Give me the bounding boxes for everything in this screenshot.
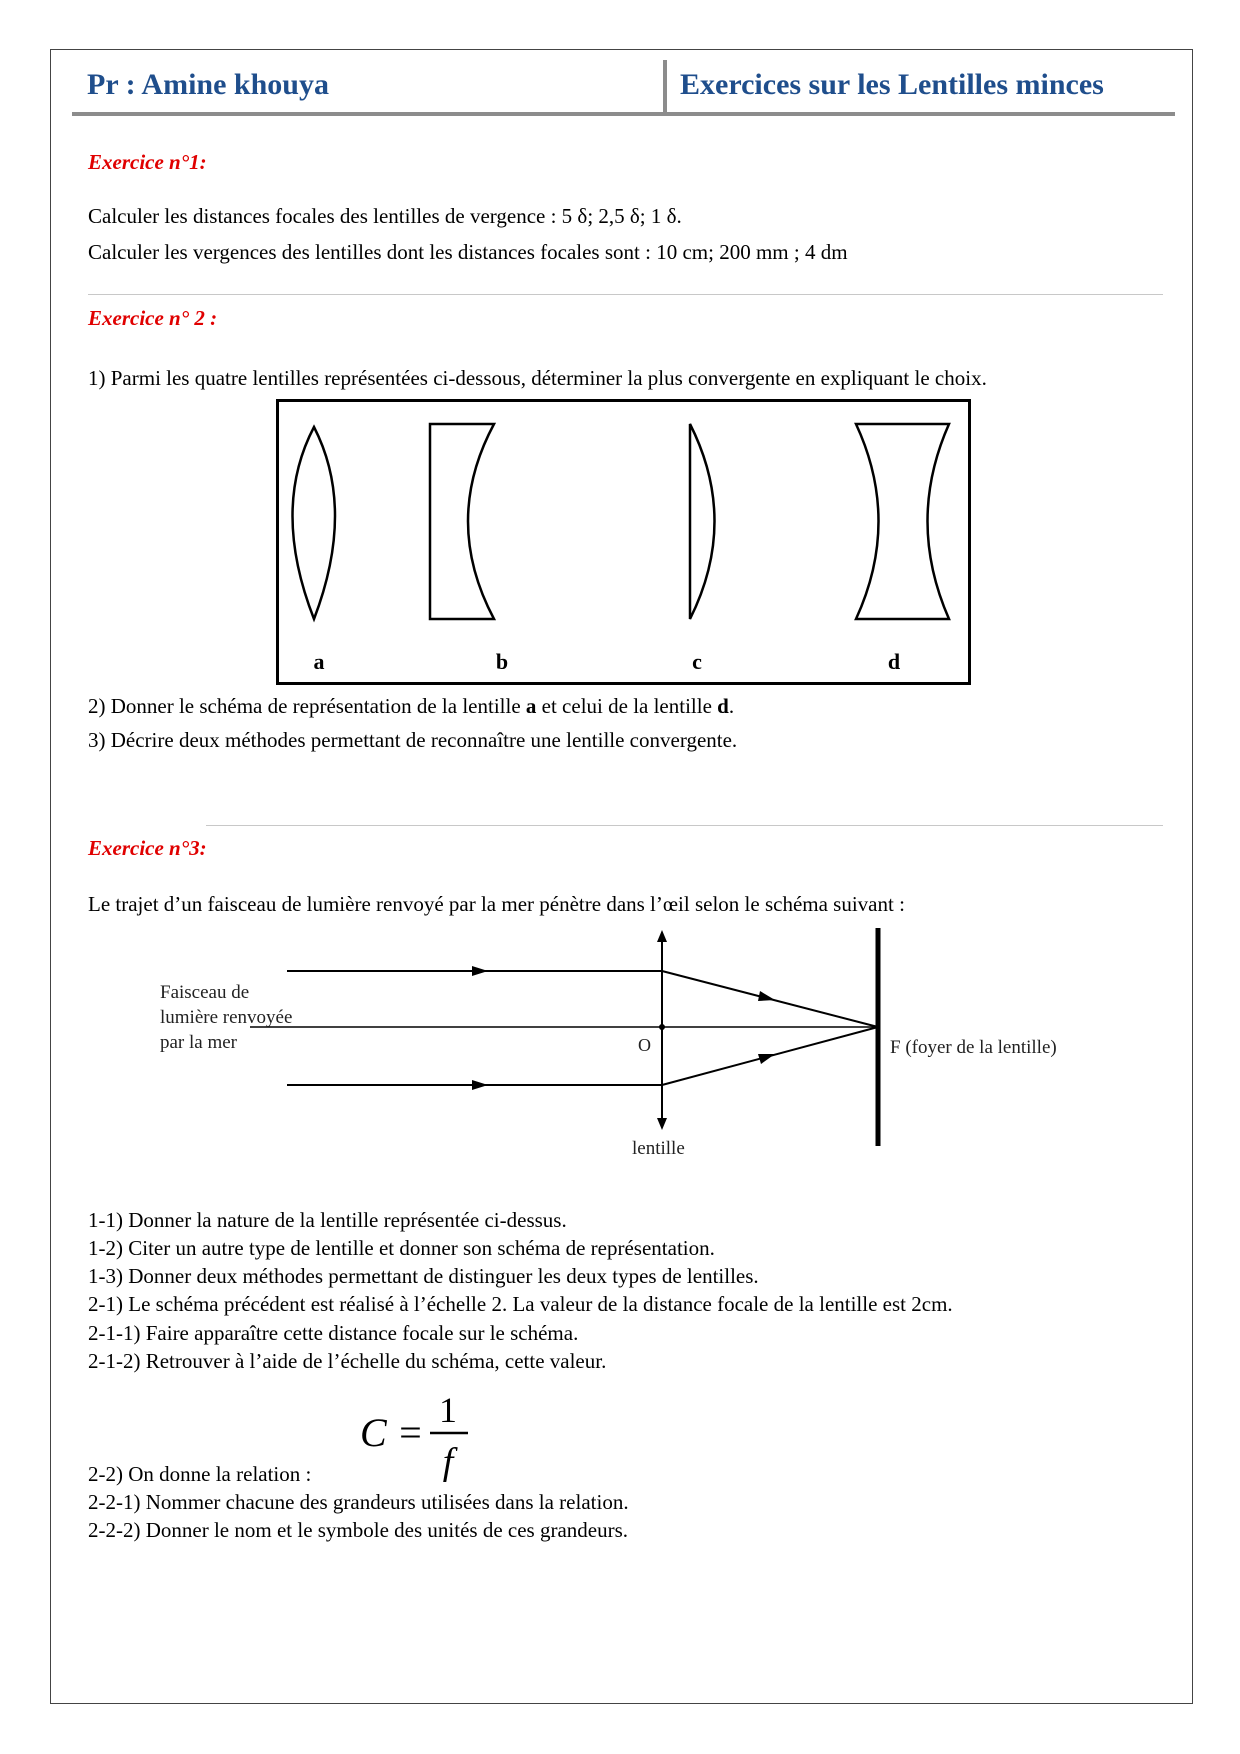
exercise-3-question-2-2-2: 2-2-2) Donner le nom et le symbole des unités de ces grandeurs. [88,1518,629,1542]
arrow-icon [758,991,775,1001]
arrow-icon [472,1080,488,1090]
exercise-1-title: Exercice n°1: [88,150,207,174]
lens-arrow-down-icon [657,1118,667,1130]
exercise-2-question-3: 3) Décrire deux méthodes permettant de reconnaître une lentille convergente. [88,728,738,752]
beam-label-line-1: Faisceau de [160,982,250,1003]
exercise-3-question-2-2: 2-2) On donne la relation : [88,1462,312,1486]
exercise-1-line-2: Calculer les vergences des lentilles dont les distances focales sont : 10 cm; 200 mm ; 4 dm [88,240,848,264]
exercise-3-question-1-1: 1-1) Donner la nature de la lentille représentée ci-dessus. [88,1208,567,1232]
exercise-3-intro: Le trajet d’un faisceau de lumière renvoyé par la mer pénètre dans l’œil selon le schéma suivant : [88,892,905,916]
formula-denominator: f [442,1441,454,1483]
lens-label: lentille [632,1138,685,1159]
exercise-3-question-2-2-1: 2-2-1) Nommer chacune des grandeurs utilisées dans la relation. [88,1490,629,1514]
formula-c-equals-1-over-f [356,1386,476,1484]
lens-arrow-up-icon [657,930,667,942]
lens-label-a: a [313,649,325,674]
focus-label: F (foyer de la lentille) [890,1037,1057,1058]
formula-lhs: C = [360,1410,424,1455]
q2-text-start: 2) Donner le schéma de représentation de la lentille [88,694,526,718]
beam-label-line-3: par la mer [160,1032,238,1053]
lens-label-d: d [887,649,901,674]
optical-center-label: O [638,1035,651,1055]
exercise-3-question-1-3: 1-3) Donner deux méthodes permettant de distinguer les deux types de lentilles. [88,1264,759,1288]
q2-lens-d: d [717,694,729,718]
optics-diagram [150,928,1100,1168]
q2-text-end: . [728,694,735,718]
exercise-3-question-2-1-2: 2-1-2) Retrouver à l’aide de l’échelle du schéma, cette valeur. [88,1349,607,1373]
exercise-3-question-2-1-1: 2-1-1) Faire apparaître cette distance focale sur le schéma. [88,1321,579,1345]
exercise-2-question-1: 1) Parmi les quatre lentilles représentées ci-dessous, déterminer la plus convergente en expliquant le choix. [88,366,987,390]
beam-label-line-2: lumière renvoyée [160,1007,293,1028]
header-author: Pr : Amine khouya [87,68,329,101]
page-frame [50,49,1193,1704]
lens-label-b: b [495,649,509,674]
lenses-figure-border [278,401,970,684]
lenses-figure [276,399,971,685]
q2-lens-a: a [525,694,537,718]
arrow-icon [758,1054,775,1064]
section-divider [88,294,1163,295]
exercise-2-question-2 [88,694,734,719]
exercise-3-question-1-2: 1-2) Citer un autre type de lentille et donner son schéma de représentation. [88,1236,715,1260]
section-divider [206,825,1163,826]
arrow-icon [472,966,488,976]
lens-label-c: c [692,649,702,674]
exercise-3-title: Exercice n°3: [88,836,207,860]
header-rule [72,112,1175,116]
exercise-1-line-1: Calculer les distances focales des lentilles de vergence : 5 δ; 2,5 δ; 1 δ. [88,204,682,228]
header-title: Exercices sur les Lentilles minces [680,68,1104,101]
header-separator [663,60,667,114]
exercise-2-title: Exercice n° 2 : [88,306,218,330]
formula-numerator: 1 [439,1390,457,1430]
exercise-3-question-2-1: 2-1) Le schéma précédent est réalisé à l’échelle 2. La valeur de la distance focale de la lentille est 2cm. [88,1292,953,1316]
q2-text-middle: et celui de la lentille [536,694,718,718]
